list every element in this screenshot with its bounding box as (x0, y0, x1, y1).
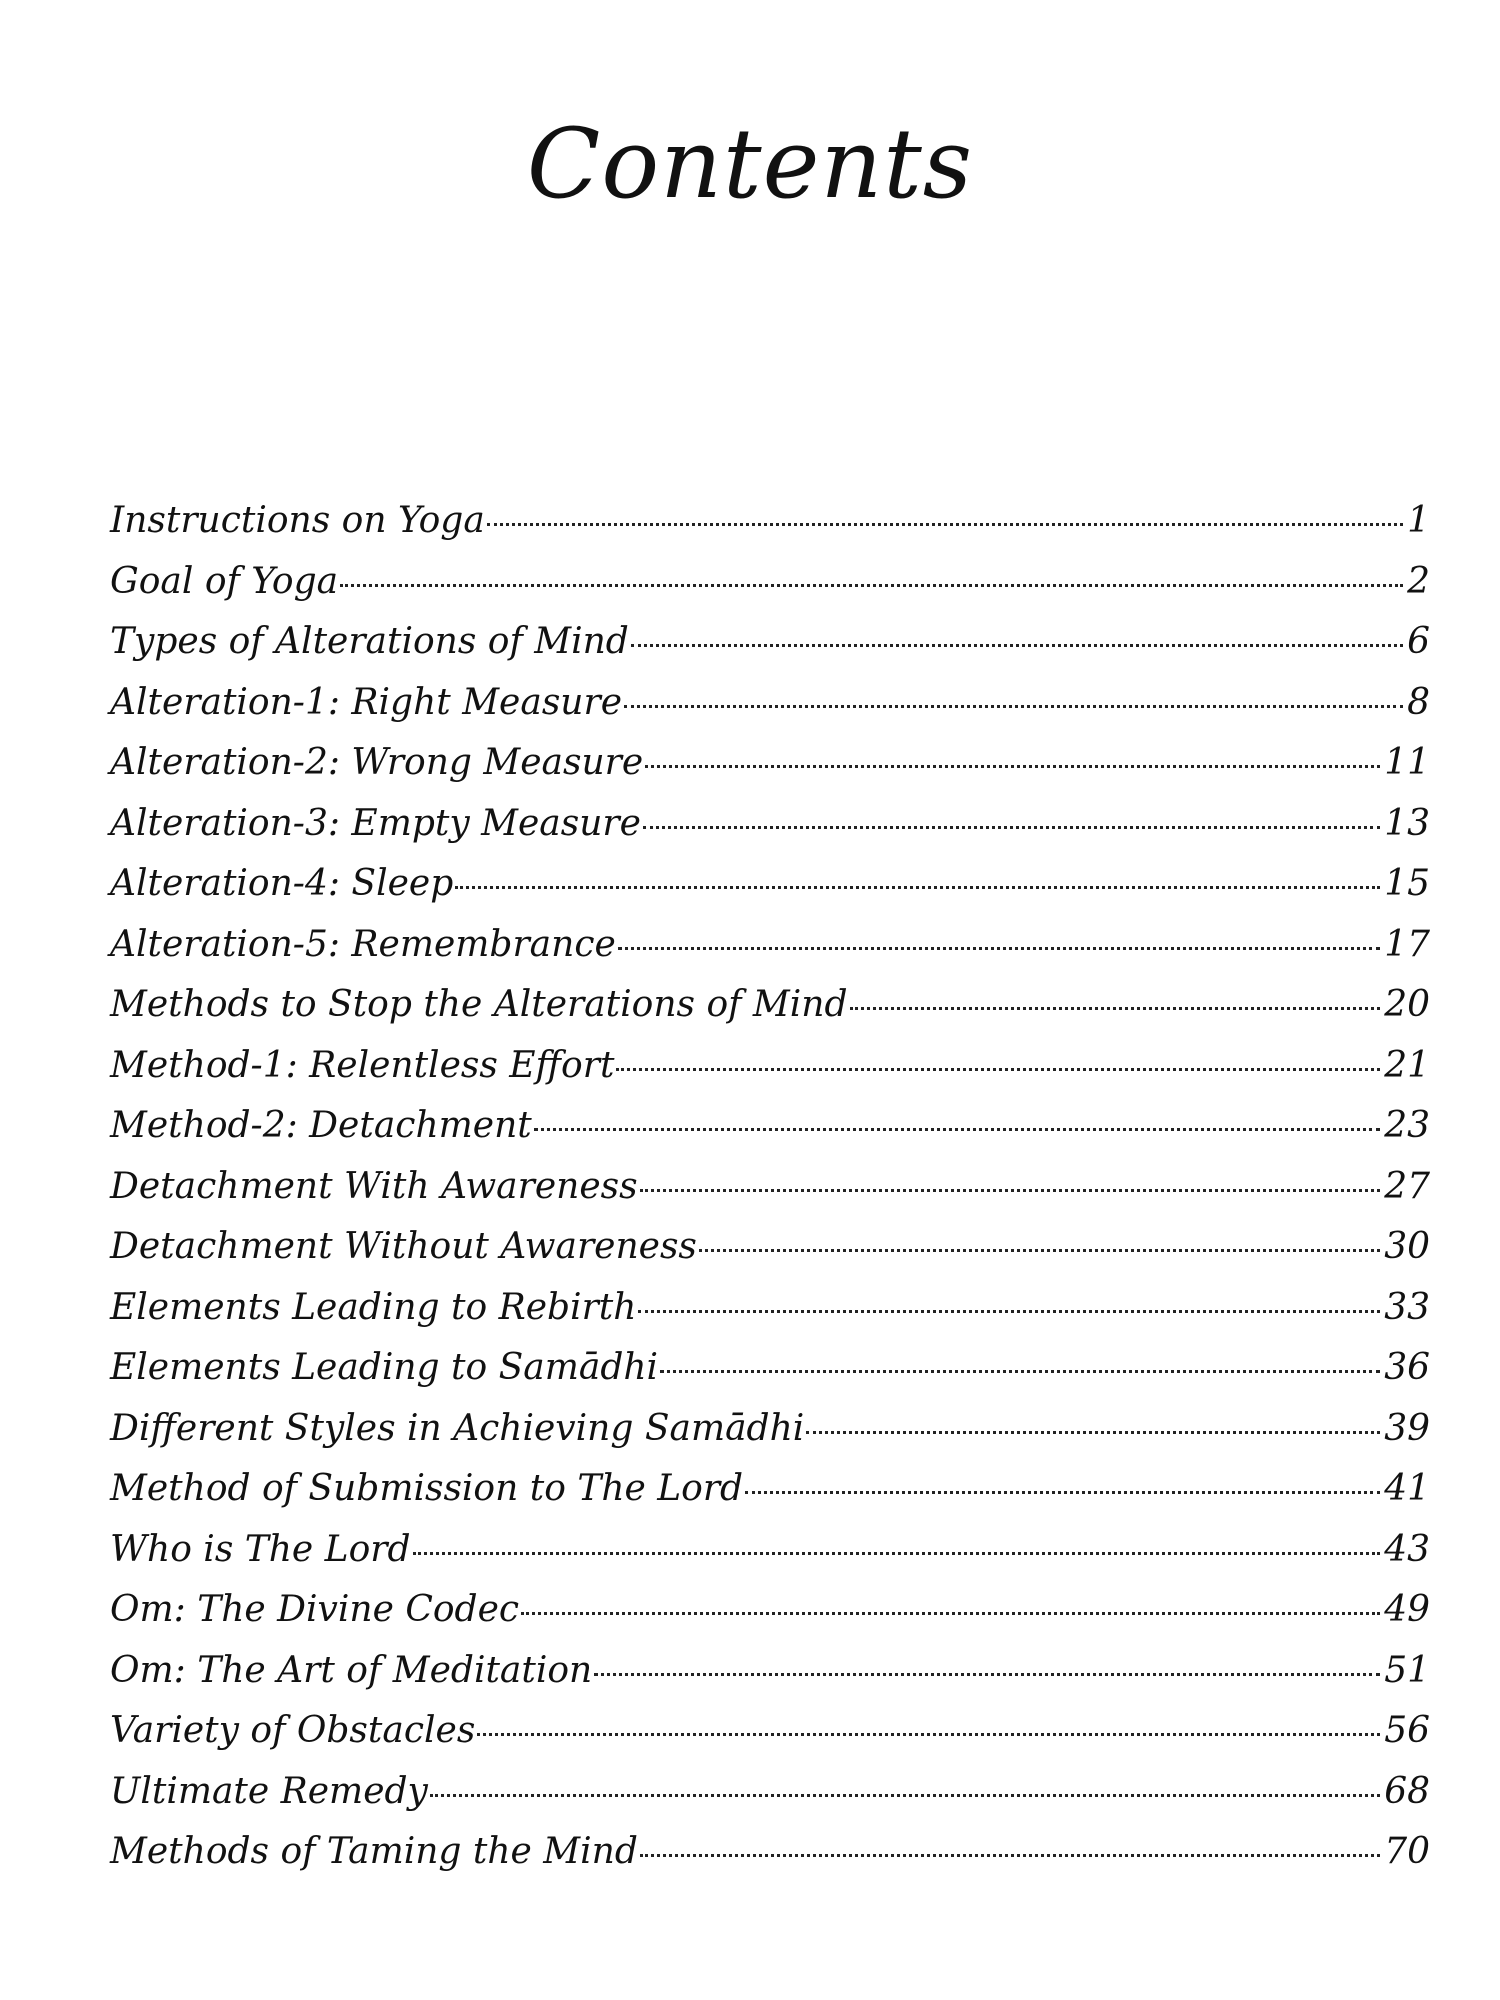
toc-entry[interactable] (110, 1287, 1430, 1348)
toc-entry[interactable] (110, 621, 1430, 682)
toc-entry[interactable] (110, 1105, 1430, 1166)
toc-entry-page-number: 11 (1384, 742, 1430, 783)
dot-leader (340, 584, 1403, 587)
toc-entry[interactable] (110, 1166, 1430, 1227)
toc-entry-page-number: 68 (1384, 1770, 1430, 1812)
toc-entry[interactable] (110, 924, 1430, 985)
toc-entry-title: Om: The Art of Meditation (110, 1649, 593, 1691)
dot-leader (745, 1491, 1380, 1494)
dot-leader (699, 1249, 1380, 1252)
dot-leader (430, 1794, 1380, 1797)
toc-entry-page-number: 33 (1384, 1286, 1430, 1328)
dot-leader (660, 1370, 1380, 1373)
toc-entry-page-number: 23 (1384, 1105, 1430, 1146)
toc-entry-page-number: 49 (1384, 1589, 1430, 1630)
toc-entry-title: Who is The Lord (110, 1528, 411, 1570)
toc-entry-title: Methods to Stop the Alterations of Mind (110, 984, 848, 1025)
toc-entry-page-number: 2 (1407, 560, 1430, 602)
toc-entry-title: Goal of Yoga (110, 560, 339, 602)
toc-entry[interactable] (110, 1710, 1430, 1771)
toc-entry-title: Method-2: Detachment (110, 1105, 532, 1146)
toc-entry-page-number: 27 (1384, 1165, 1430, 1207)
toc-entry[interactable] (110, 984, 1430, 1045)
toc-entry-page-number: 8 (1407, 681, 1430, 723)
toc-entry[interactable] (110, 1771, 1430, 1832)
toc-entry[interactable] (110, 1650, 1430, 1711)
toc-entry-title: Alteration-4: Sleep (110, 863, 454, 904)
toc-entry[interactable] (110, 561, 1430, 622)
toc-entry[interactable] (110, 1831, 1430, 1892)
toc-entry-page-number: 13 (1384, 802, 1430, 844)
dot-leader (806, 1431, 1380, 1434)
toc-entry[interactable] (110, 682, 1430, 743)
dot-leader (487, 523, 1403, 526)
toc-entry[interactable] (110, 863, 1430, 924)
dot-leader (850, 1007, 1381, 1010)
toc-entry-page-number: 17 (1384, 923, 1430, 965)
toc-entry-title: Variety of Obstacles (110, 1710, 476, 1751)
toc-entry-page-number: 43 (1384, 1528, 1430, 1570)
toc-entry-title: Om: The Divine Codec (110, 1589, 520, 1630)
toc-entry-page-number: 30 (1384, 1226, 1430, 1267)
toc-entry-title: Alteration-5: Remembrance (110, 923, 616, 965)
toc-entry-page-number: 70 (1384, 1831, 1430, 1872)
dot-leader (643, 826, 1380, 829)
toc-entry-page-number: 51 (1384, 1649, 1430, 1691)
toc-entry[interactable] (110, 1468, 1430, 1529)
dot-leader (413, 1552, 1381, 1555)
toc-entry[interactable] (110, 1045, 1430, 1106)
dot-leader (640, 1189, 1381, 1192)
toc-entry[interactable] (110, 1589, 1430, 1650)
toc-entry-title: Alteration-2: Wrong Measure (110, 742, 644, 783)
toc-entry-page-number: 6 (1407, 621, 1430, 662)
toc-entry-title: Ultimate Remedy (110, 1770, 428, 1812)
toc-entry-title: Detachment With Awareness (110, 1165, 638, 1207)
toc-entry-title: Alteration-1: Right Measure (110, 681, 622, 723)
toc-entry[interactable] (110, 500, 1430, 561)
toc-entry-page-number: 1 (1407, 500, 1430, 541)
toc-entry-title: Elements Leading to Samādhi (110, 1347, 659, 1388)
toc-entry[interactable] (110, 803, 1430, 864)
dot-leader (638, 1310, 1380, 1313)
toc-entry-page-number: 21 (1384, 1044, 1430, 1086)
toc-entry-page-number: 15 (1384, 863, 1430, 904)
table-of-contents (110, 500, 1430, 1892)
dot-leader (645, 765, 1380, 768)
toc-entry-title: Method of Submission to The Lord (110, 1468, 744, 1509)
toc-entry[interactable] (110, 1408, 1430, 1469)
toc-entry-page-number: 41 (1384, 1468, 1430, 1509)
toc-entry[interactable] (110, 1226, 1430, 1287)
toc-entry-title: Instructions on Yoga (110, 500, 485, 541)
toc-entry-title: Different Styles in Achieving Samādhi (110, 1407, 805, 1449)
dot-leader (455, 886, 1380, 889)
toc-entry-title: Method-1: Relentless Effort (110, 1044, 615, 1086)
dot-leader (477, 1733, 1380, 1736)
dot-leader (631, 644, 1403, 647)
dot-leader (534, 1128, 1380, 1131)
toc-entry[interactable] (110, 1347, 1430, 1408)
dot-leader (521, 1612, 1380, 1615)
toc-entry[interactable] (110, 742, 1430, 803)
dot-leader (616, 1068, 1380, 1071)
dot-leader (640, 1854, 1380, 1857)
dot-leader (618, 947, 1380, 950)
toc-entry-page-number: 36 (1384, 1347, 1430, 1388)
toc-entry-title: Types of Alterations of Mind (110, 621, 629, 662)
toc-entry-title: Alteration-3: Empty Measure (110, 802, 641, 844)
toc-entry-title: Methods of Taming the Mind (110, 1831, 638, 1872)
dot-leader (594, 1673, 1380, 1676)
toc-entry-title: Detachment Without Awareness (110, 1226, 697, 1267)
toc-entry-page-number: 56 (1384, 1710, 1430, 1751)
dot-leader (624, 705, 1403, 708)
toc-entry-page-number: 39 (1384, 1407, 1430, 1449)
toc-entry-page-number: 20 (1384, 984, 1430, 1025)
toc-entry-title: Elements Leading to Rebirth (110, 1286, 637, 1328)
page-title: Contents (526, 108, 974, 220)
toc-entry[interactable] (110, 1529, 1430, 1590)
